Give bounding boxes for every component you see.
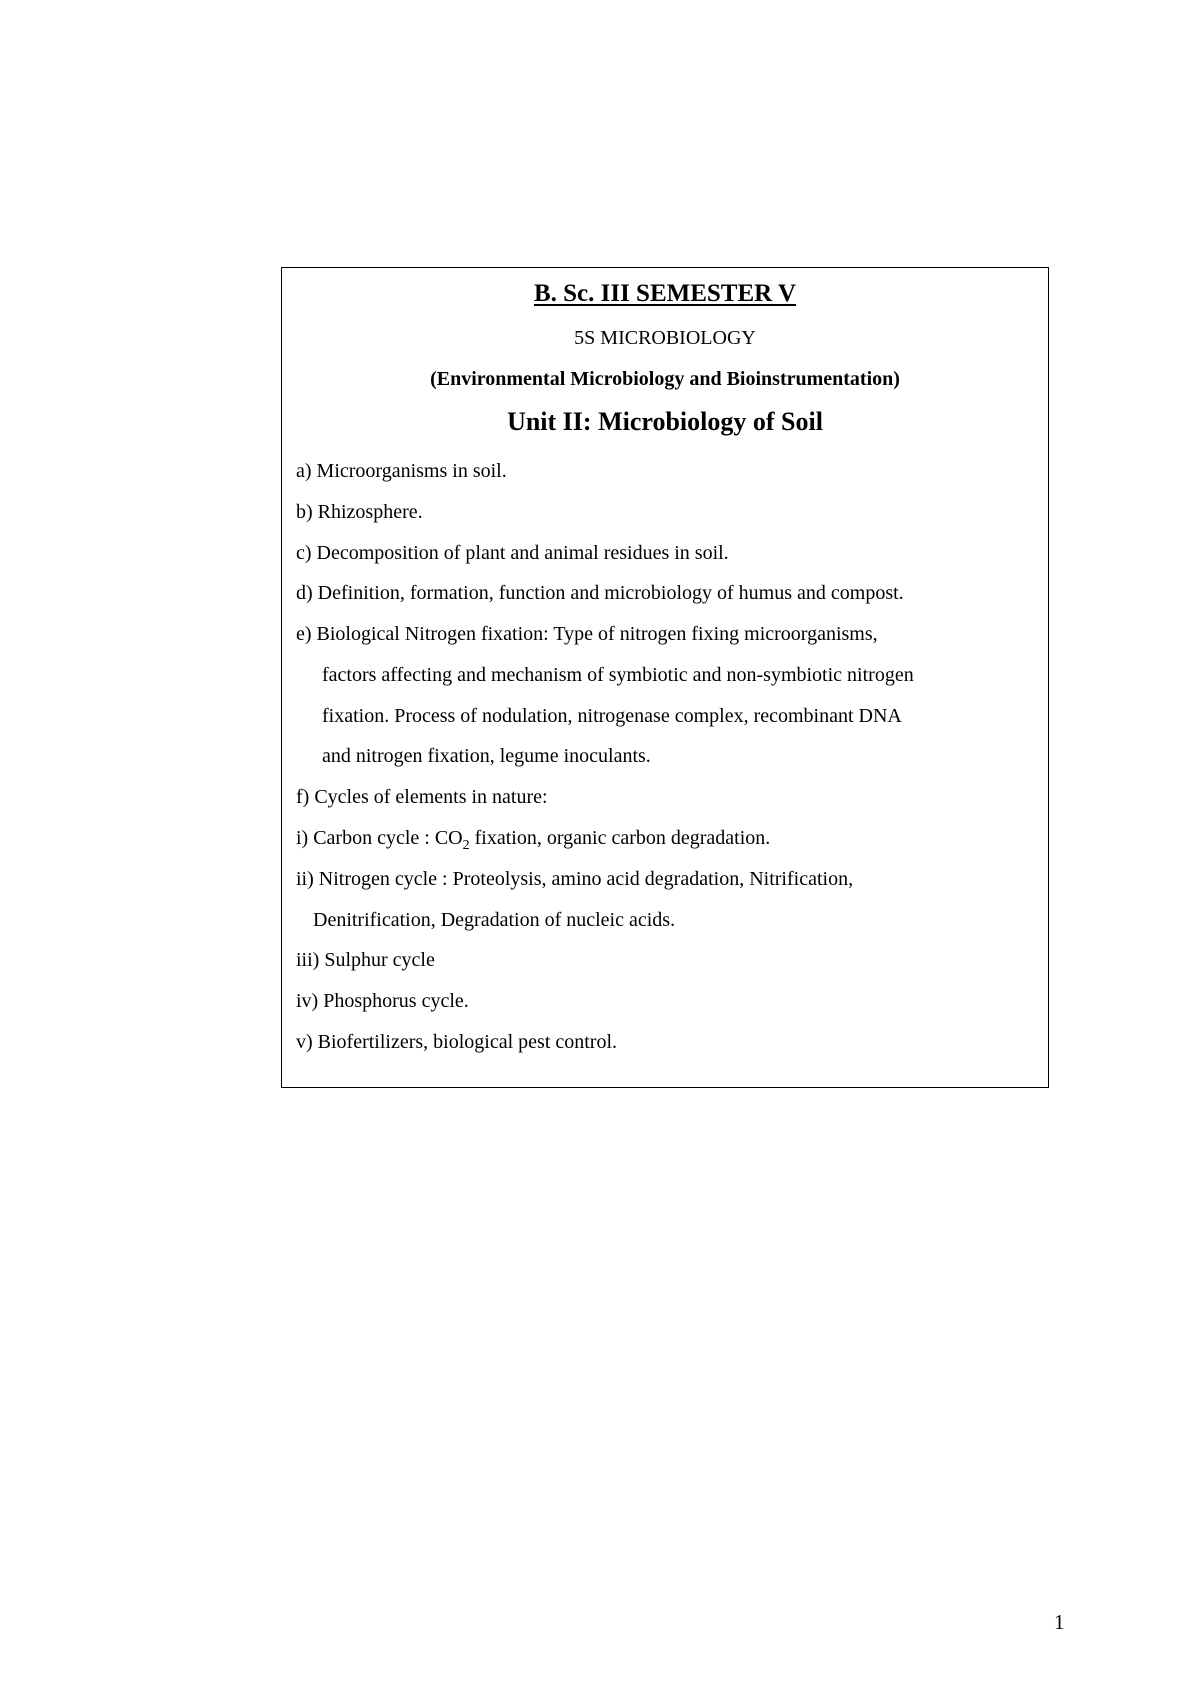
topic-i-suffix: fixation, organic carbon degradation. bbox=[469, 827, 771, 849]
topic-i bbox=[296, 826, 770, 858]
topic-a: a) Microorganisms in soil. bbox=[296, 460, 507, 482]
topic-e-line-2: factors affecting and mechanism of symbiotic and non-symbiotic nitrogen bbox=[322, 664, 914, 686]
topic-v: v) Biofertilizers, biological pest control. bbox=[296, 1031, 618, 1053]
topic-iv: iv) Phosphorus cycle. bbox=[296, 990, 469, 1012]
topic-e-line-4: and nitrogen fixation, legume inoculants. bbox=[322, 745, 651, 767]
page-number: 1 bbox=[1054, 1610, 1065, 1634]
syllabus-box bbox=[281, 267, 1049, 1088]
topic-b: b) Rhizosphere. bbox=[296, 501, 423, 523]
topic-ii-line-1: ii) Nitrogen cycle : Proteolysis, amino acid degradation, Nitrification, bbox=[296, 868, 854, 890]
co2-subscript: 2 bbox=[462, 838, 470, 853]
topic-i-prefix: i) Carbon cycle : CO bbox=[296, 827, 463, 849]
paper-code: 5S MICROBIOLOGY bbox=[574, 327, 756, 349]
topic-c: c) Decomposition of plant and animal residues in soil. bbox=[296, 542, 729, 564]
unit-title: Unit II: Microbiology of Soil bbox=[507, 407, 823, 436]
topic-e-line-3: fixation. Process of nodulation, nitrogenase complex, recombinant DNA bbox=[322, 705, 902, 727]
course-title: B. Sc. III SEMESTER V bbox=[533, 280, 797, 307]
topic-iii: iii) Sulphur cycle bbox=[296, 949, 435, 971]
topic-d: d) Definition, formation, function and microbiology of humus and compost. bbox=[296, 582, 904, 604]
paper-name: (Environmental Microbiology and Bioinstrumentation) bbox=[430, 368, 900, 390]
topic-e-line-1: e) Biological Nitrogen fixation: Type of nitrogen fixing microorganisms, bbox=[296, 623, 878, 645]
topic-ii-line-2: Denitrification, Degradation of nucleic acids. bbox=[313, 909, 676, 931]
topic-f: f) Cycles of elements in nature: bbox=[296, 786, 548, 808]
